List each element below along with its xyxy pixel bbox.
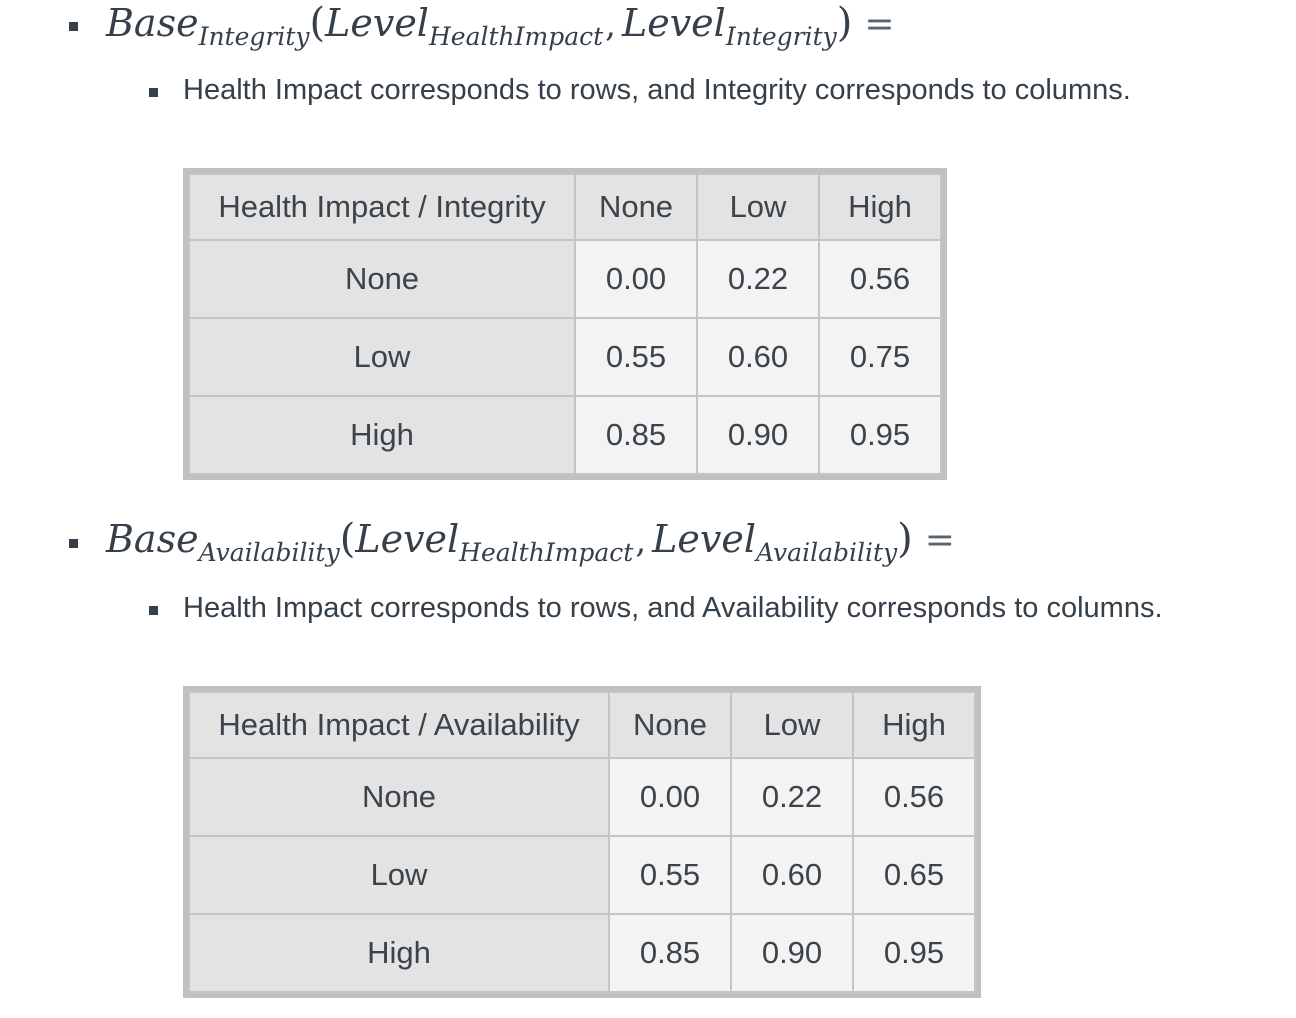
integrity-note: Health Impact corresponds to rows, and Integrity corresponds to columns.	[183, 74, 1131, 106]
table-cell: 0.00	[575, 240, 697, 318]
formula-arg2: Level	[621, 1, 726, 45]
table-cell: 0.90	[731, 914, 853, 992]
column-header: Low	[731, 692, 853, 758]
availability-formula	[106, 516, 955, 567]
sub-bullet-icon	[149, 88, 158, 97]
table-corner-cell: Health Impact / Availability	[189, 692, 609, 758]
row-header: Low	[189, 318, 575, 396]
table-row	[189, 758, 975, 836]
table-corner-cell: Health Impact / Integrity	[189, 174, 575, 240]
row-header: None	[189, 240, 575, 318]
table-cell: 0.75	[819, 318, 941, 396]
table-cell: 0.60	[697, 318, 819, 396]
column-header: High	[853, 692, 975, 758]
formula-comma: ,	[635, 521, 647, 561]
row-header: High	[189, 396, 575, 474]
availability-table	[188, 691, 976, 993]
availability-table-frame	[183, 686, 981, 998]
formula-arg2-sub: Availability	[756, 537, 898, 567]
formula-open-paren: (	[309, 0, 326, 46]
row-header: None	[189, 758, 609, 836]
table-cell: 0.55	[609, 836, 731, 914]
integrity-table-frame	[183, 168, 947, 480]
table-cell: 0.90	[697, 396, 819, 474]
table-header-row	[189, 174, 941, 240]
table-row	[189, 836, 975, 914]
column-header: High	[819, 174, 941, 240]
formula-arg1-sub: HealthImpact	[428, 21, 604, 51]
table-row	[189, 240, 941, 318]
formula-close-paren: )	[836, 0, 853, 46]
formula-arg2-sub: Integrity	[725, 21, 837, 51]
column-header: None	[575, 174, 697, 240]
row-header: High	[189, 914, 609, 992]
integrity-table	[188, 173, 942, 475]
row-header: Low	[189, 836, 609, 914]
formula-arg2: Level	[652, 517, 757, 561]
column-header: Low	[697, 174, 819, 240]
table-row	[189, 396, 941, 474]
bullet-icon	[69, 22, 78, 31]
formula-equals: =	[924, 520, 955, 561]
table-cell: 0.22	[697, 240, 819, 318]
table-cell: 0.00	[609, 758, 731, 836]
table-row	[189, 318, 941, 396]
availability-note: Health Impact corresponds to rows, and Availability corresponds to columns.	[183, 592, 1163, 624]
formula-close-paren: )	[897, 516, 913, 562]
table-cell: 0.56	[819, 240, 941, 318]
formula-arg1-sub: HealthImpact	[459, 537, 634, 567]
table-cell: 0.85	[609, 914, 731, 992]
table-cell: 0.65	[853, 836, 975, 914]
sub-bullet-icon	[149, 606, 158, 615]
formula-base: Base	[106, 1, 199, 45]
formula-arg1: Level	[325, 1, 429, 45]
formula-arg1: Level	[355, 517, 460, 561]
bullet-icon	[69, 539, 78, 548]
formula-base: Base	[106, 517, 199, 561]
table-cell: 0.60	[731, 836, 853, 914]
table-cell: 0.56	[853, 758, 975, 836]
table-row	[189, 914, 975, 992]
table-cell: 0.22	[731, 758, 853, 836]
column-header: None	[609, 692, 731, 758]
table-cell: 0.85	[575, 396, 697, 474]
table-header-row	[189, 692, 975, 758]
integrity-formula	[106, 0, 895, 51]
formula-open-paren: (	[339, 516, 356, 562]
formula-comma: ,	[605, 5, 616, 45]
formula-equals: =	[864, 4, 895, 45]
formula-base-sub: Availability	[198, 537, 340, 567]
table-cell: 0.55	[575, 318, 697, 396]
formula-base-sub: Integrity	[198, 21, 310, 51]
table-cell: 0.95	[853, 914, 975, 992]
table-cell: 0.95	[819, 396, 941, 474]
